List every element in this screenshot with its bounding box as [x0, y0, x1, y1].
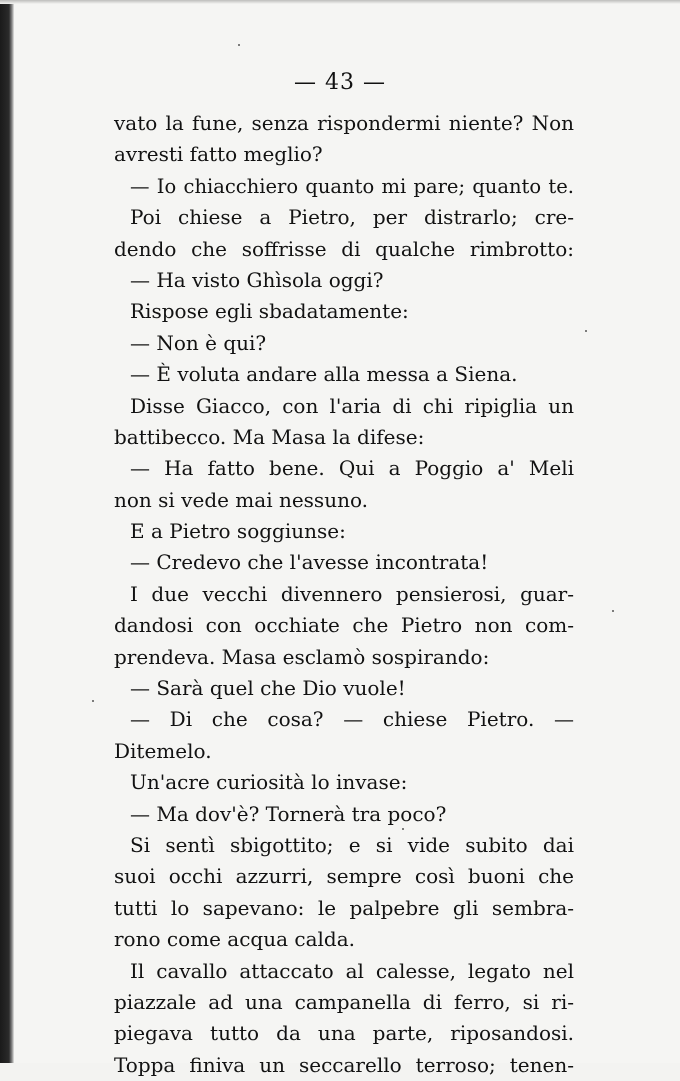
text-line: — Ha fatto bene. Qui a Poggio a' Meli	[130, 456, 574, 481]
text-line: — Ha visto Ghìsola oggi?	[130, 267, 384, 292]
text-line: — Io chiacchiero quanto mi pare; quanto te.	[130, 174, 574, 198]
paper-speck	[92, 700, 94, 702]
text-line: non si vede mai nessuno.	[114, 487, 369, 512]
text-line: — È voluta andare alla messa a Siena.	[130, 362, 518, 387]
text-line: dandosi con occhiate che Pietro non com-	[114, 613, 574, 638]
text-line: rono come acqua calda.	[114, 927, 355, 952]
text-line: — Di che cosa? — chiese Pietro. —	[130, 707, 574, 732]
text-line: Si sentì sbigottito; e si vide subito dai	[130, 832, 574, 857]
text-line: Poi chiese a Pietro, per distrarlo; cre-	[130, 205, 574, 230]
text-line: — Non è qui?	[130, 330, 267, 355]
text-line: Toppa finiva un seccarello terroso; tenen-	[114, 1052, 574, 1077]
text-line: Ditemelo.	[114, 738, 212, 763]
body-text	[114, 108, 574, 1081]
text-line: I due vecchi divennero pensierosi, guar-	[130, 581, 574, 606]
text-line: Disse Giacco, con l'aria di chi ripiglia un	[130, 393, 574, 418]
text-line: avresti fatto meglio?	[114, 142, 323, 167]
page-number: — 43 —	[294, 70, 386, 95]
text-line: — Sarà quel che Dio vuole!	[130, 676, 406, 701]
text-line: tutti lo sapevano: le palpebre gli sembra-	[114, 895, 574, 920]
text-line: piegava tutto da una parte, riposandosi.	[114, 1021, 574, 1046]
paper-speck	[612, 610, 614, 612]
paper-speck	[585, 330, 587, 332]
text-line: prendeva. Masa esclamò sospirando:	[114, 644, 490, 669]
text-line: E a Pietro soggiunse:	[130, 519, 346, 544]
text-line: vato la fune, senza rispondermi niente? Non	[114, 111, 574, 135]
page-top-shadow	[0, 0, 680, 4]
text-line: — Credevo che l'avesse incontrata!	[130, 550, 489, 575]
text-line: piazzale ad una campanella di ferro, si ri-	[114, 989, 574, 1014]
text-line: Un'acre curiosità lo invase:	[130, 770, 408, 795]
paper-speck	[402, 828, 404, 830]
text-line: battibecco. Ma Masa la difese:	[114, 424, 425, 449]
text-line: Il cavallo attaccato al calesse, legato nel	[130, 958, 574, 983]
text-line: — Ma dov'è? Tornerà tra poco?	[130, 801, 447, 826]
text-line: dendo che soffrisse di qualche rimbrotto:	[114, 236, 574, 261]
page-binding-edge	[0, 0, 14, 1063]
text-line: Rispose egli sbadatamente:	[130, 299, 409, 324]
paper-speck	[238, 44, 240, 46]
text-line: suoi occhi azzurri, sempre così buoni che	[114, 864, 574, 889]
